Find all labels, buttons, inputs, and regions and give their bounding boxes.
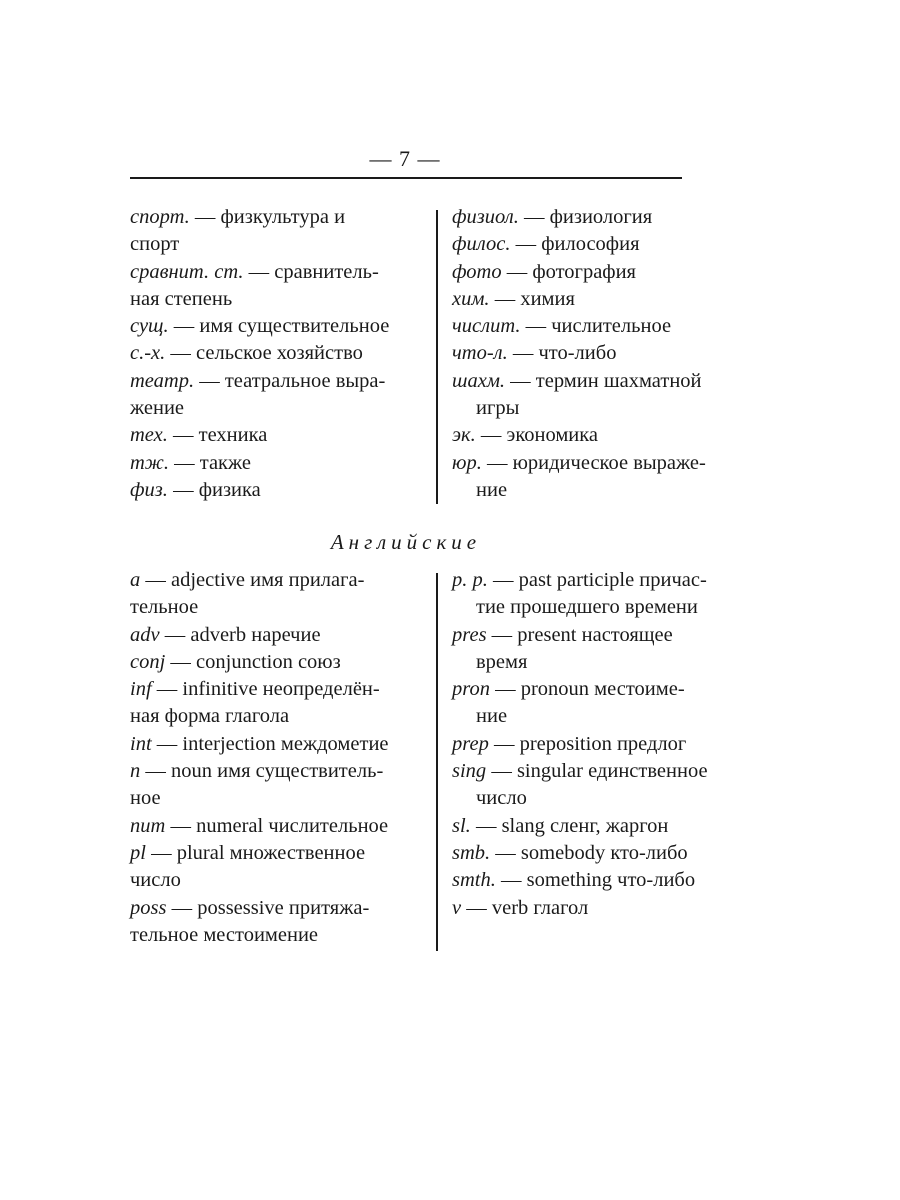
abbreviation-entry bbox=[452, 840, 744, 867]
abbreviation-definition: — что-либо bbox=[507, 342, 617, 365]
abbreviation-definition-continuation: ное bbox=[130, 787, 161, 810]
abbreviation-definition: — infinitive неопределён- bbox=[151, 678, 380, 701]
russian-right-column bbox=[452, 204, 744, 504]
abbreviation-term: фото bbox=[452, 260, 502, 283]
abbreviation-term: числит. bbox=[452, 315, 521, 338]
abbreviation-entry bbox=[130, 259, 420, 314]
abbreviation-entry bbox=[130, 895, 420, 950]
abbreviation-entry bbox=[452, 368, 744, 423]
abbreviation-entry bbox=[130, 649, 420, 676]
abbreviation-term: тех. bbox=[130, 424, 168, 447]
abbreviation-definition: — экономика bbox=[475, 424, 599, 447]
abbreviation-entry bbox=[130, 758, 420, 813]
abbreviation-entry bbox=[452, 259, 744, 286]
abbreviation-entry bbox=[130, 813, 420, 840]
abbreviation-entry bbox=[130, 567, 420, 622]
abbreviation-term: физиол. bbox=[452, 206, 519, 228]
abbreviation-definition: — possessive притяжа- bbox=[166, 896, 370, 919]
abbreviation-term: эк. bbox=[452, 424, 476, 447]
abbreviation-term: филос. bbox=[452, 233, 511, 256]
abbreviation-term: prep bbox=[452, 732, 489, 755]
abbreviation-term: физ. bbox=[130, 478, 168, 501]
abbreviation-definition-continuation: число bbox=[130, 869, 181, 892]
abbreviation-definition-continuation: тельное bbox=[130, 596, 199, 619]
abbreviation-definition: — химия bbox=[489, 287, 575, 310]
abbreviation-definition: — somebody кто-либо bbox=[490, 841, 688, 864]
abbreviation-definition: — noun имя существитель- bbox=[140, 760, 384, 783]
abbreviation-entry bbox=[452, 231, 744, 258]
abbreviation-definition: — pronoun местоиме- bbox=[489, 678, 685, 701]
abbreviation-term: sl. bbox=[452, 814, 471, 837]
abbreviation-definition-continuation: число bbox=[476, 787, 527, 810]
abbreviation-term: smb. bbox=[452, 841, 491, 864]
abbreviation-definition: — имя существительное bbox=[168, 315, 390, 338]
abbreviation-entry bbox=[452, 313, 744, 340]
abbreviation-term: спорт. bbox=[130, 206, 190, 228]
abbreviation-definition: — физика bbox=[167, 478, 261, 501]
abbreviation-entry bbox=[452, 567, 744, 622]
abbreviation-term: pron bbox=[452, 678, 490, 701]
english-right-column bbox=[452, 567, 744, 922]
abbreviation-definition-continuation: спорт bbox=[130, 233, 180, 256]
abbreviation-definition-continuation: ние bbox=[476, 478, 508, 501]
abbreviation-definition: — сельское хозяйство bbox=[165, 342, 363, 365]
abbreviation-entry bbox=[130, 840, 420, 895]
abbreviation-entry bbox=[452, 422, 744, 449]
header-rule bbox=[130, 177, 682, 179]
abbreviation-term: a bbox=[130, 569, 141, 591]
abbreviation-definition: — interjection междометие bbox=[151, 732, 389, 755]
abbreviation-definition-continuation: тие прошедшего времени bbox=[476, 596, 698, 619]
abbreviation-entry bbox=[130, 368, 420, 423]
abbreviation-definition: — singular единственное bbox=[486, 760, 708, 783]
abbreviation-entry bbox=[130, 204, 420, 259]
abbreviation-definition: — сравнитель- bbox=[243, 260, 379, 283]
abbreviation-definition: — adjective имя прилага- bbox=[140, 569, 365, 591]
abbreviation-term: шахм. bbox=[452, 369, 506, 392]
abbreviation-definition: — past participle причас- bbox=[487, 569, 707, 591]
abbreviation-term: pres bbox=[452, 623, 487, 646]
abbreviation-definition-continuation: ная степень bbox=[130, 287, 233, 310]
abbreviation-entry bbox=[130, 676, 420, 731]
abbreviation-entry bbox=[452, 895, 744, 922]
abbreviation-definition-continuation: ная форма глагола bbox=[130, 705, 290, 728]
abbreviation-definition: — юридическое выраже- bbox=[481, 451, 706, 474]
abbreviation-definition: — present настоящее bbox=[486, 623, 673, 646]
abbreviation-definition-continuation: время bbox=[476, 650, 528, 673]
abbreviation-definition: — slang сленг, жаргон bbox=[470, 814, 669, 837]
abbreviation-term: adv bbox=[130, 623, 160, 646]
abbreviation-term: сравнит. ст. bbox=[130, 260, 244, 283]
abbreviation-definition: — фотография bbox=[501, 260, 636, 283]
abbreviation-entry bbox=[452, 286, 744, 313]
abbreviation-term: int bbox=[130, 732, 152, 755]
abbreviation-term: p. p. bbox=[452, 569, 488, 591]
abbreviation-term: n bbox=[130, 760, 141, 783]
abbreviation-definition: — физиология bbox=[518, 206, 653, 228]
abbreviation-definition: — plural множественное bbox=[145, 841, 366, 864]
abbreviation-term: conj bbox=[130, 650, 166, 673]
abbreviation-definition: — adverb наречие bbox=[159, 623, 321, 646]
abbreviation-entry bbox=[452, 676, 744, 731]
abbreviation-term: pl bbox=[130, 841, 146, 864]
section-title-english: Английские bbox=[330, 530, 482, 554]
russian-left-column bbox=[130, 204, 420, 504]
abbreviation-term: с.-х. bbox=[130, 342, 166, 365]
abbreviation-entry bbox=[130, 313, 420, 340]
abbreviation-entry bbox=[452, 867, 744, 894]
abbreviation-definition: — техника bbox=[167, 424, 268, 447]
abbreviation-entry bbox=[452, 204, 744, 231]
abbreviation-term: num bbox=[130, 814, 166, 837]
abbreviation-definition: — также bbox=[169, 451, 252, 474]
abbreviation-entry bbox=[130, 340, 420, 367]
abbreviation-entry bbox=[130, 477, 420, 504]
abbreviation-definition-continuation: жение bbox=[130, 397, 185, 420]
abbreviation-definition: — термин шахматной bbox=[505, 369, 702, 392]
abbreviation-term: сущ. bbox=[130, 315, 169, 338]
abbreviation-definition: — conjunction союз bbox=[165, 650, 341, 673]
english-left-column bbox=[130, 567, 420, 949]
abbreviation-entry bbox=[452, 813, 744, 840]
page-number: — 7 — bbox=[369, 146, 441, 171]
abbreviation-definition: — физкультура и bbox=[189, 206, 346, 228]
abbreviation-definition: — философия bbox=[510, 233, 640, 256]
abbreviation-entry bbox=[452, 758, 744, 813]
column-divider bbox=[436, 210, 438, 504]
abbreviation-term: inf bbox=[130, 678, 152, 701]
abbreviation-term: тж. bbox=[130, 451, 169, 474]
abbreviation-term: sing bbox=[452, 760, 487, 783]
abbreviation-entry bbox=[130, 622, 420, 649]
abbreviation-entry bbox=[452, 622, 744, 677]
abbreviation-definition: — числительное bbox=[520, 315, 672, 338]
abbreviation-definition-continuation: ние bbox=[476, 705, 508, 728]
abbreviation-term: юр. bbox=[452, 451, 482, 474]
abbreviation-term: что-л. bbox=[452, 342, 508, 365]
abbreviation-definition: — something что-либо bbox=[495, 869, 696, 892]
abbreviation-definition: — театральное выра- bbox=[194, 369, 386, 392]
abbreviation-definition: — numeral числительное bbox=[165, 814, 389, 837]
abbreviation-term: smth. bbox=[452, 869, 496, 892]
abbreviation-entry bbox=[130, 450, 420, 477]
abbreviation-entry bbox=[130, 422, 420, 449]
abbreviation-entry bbox=[452, 731, 744, 758]
abbreviation-definition: — verb глагол bbox=[461, 896, 589, 919]
abbreviation-term: v bbox=[452, 896, 462, 919]
abbreviation-entry bbox=[130, 731, 420, 758]
abbreviation-definition-continuation: тельное местоимение bbox=[130, 923, 319, 946]
abbreviation-definition: — preposition предлог bbox=[488, 732, 687, 755]
abbreviation-term: poss bbox=[130, 896, 167, 919]
column-divider bbox=[436, 573, 438, 951]
abbreviation-entry bbox=[452, 450, 744, 505]
abbreviation-definition-continuation: игры bbox=[476, 397, 520, 420]
abbreviation-term: театр. bbox=[130, 369, 195, 392]
abbreviation-term: хим. bbox=[452, 287, 490, 310]
abbreviation-entry bbox=[452, 340, 744, 367]
